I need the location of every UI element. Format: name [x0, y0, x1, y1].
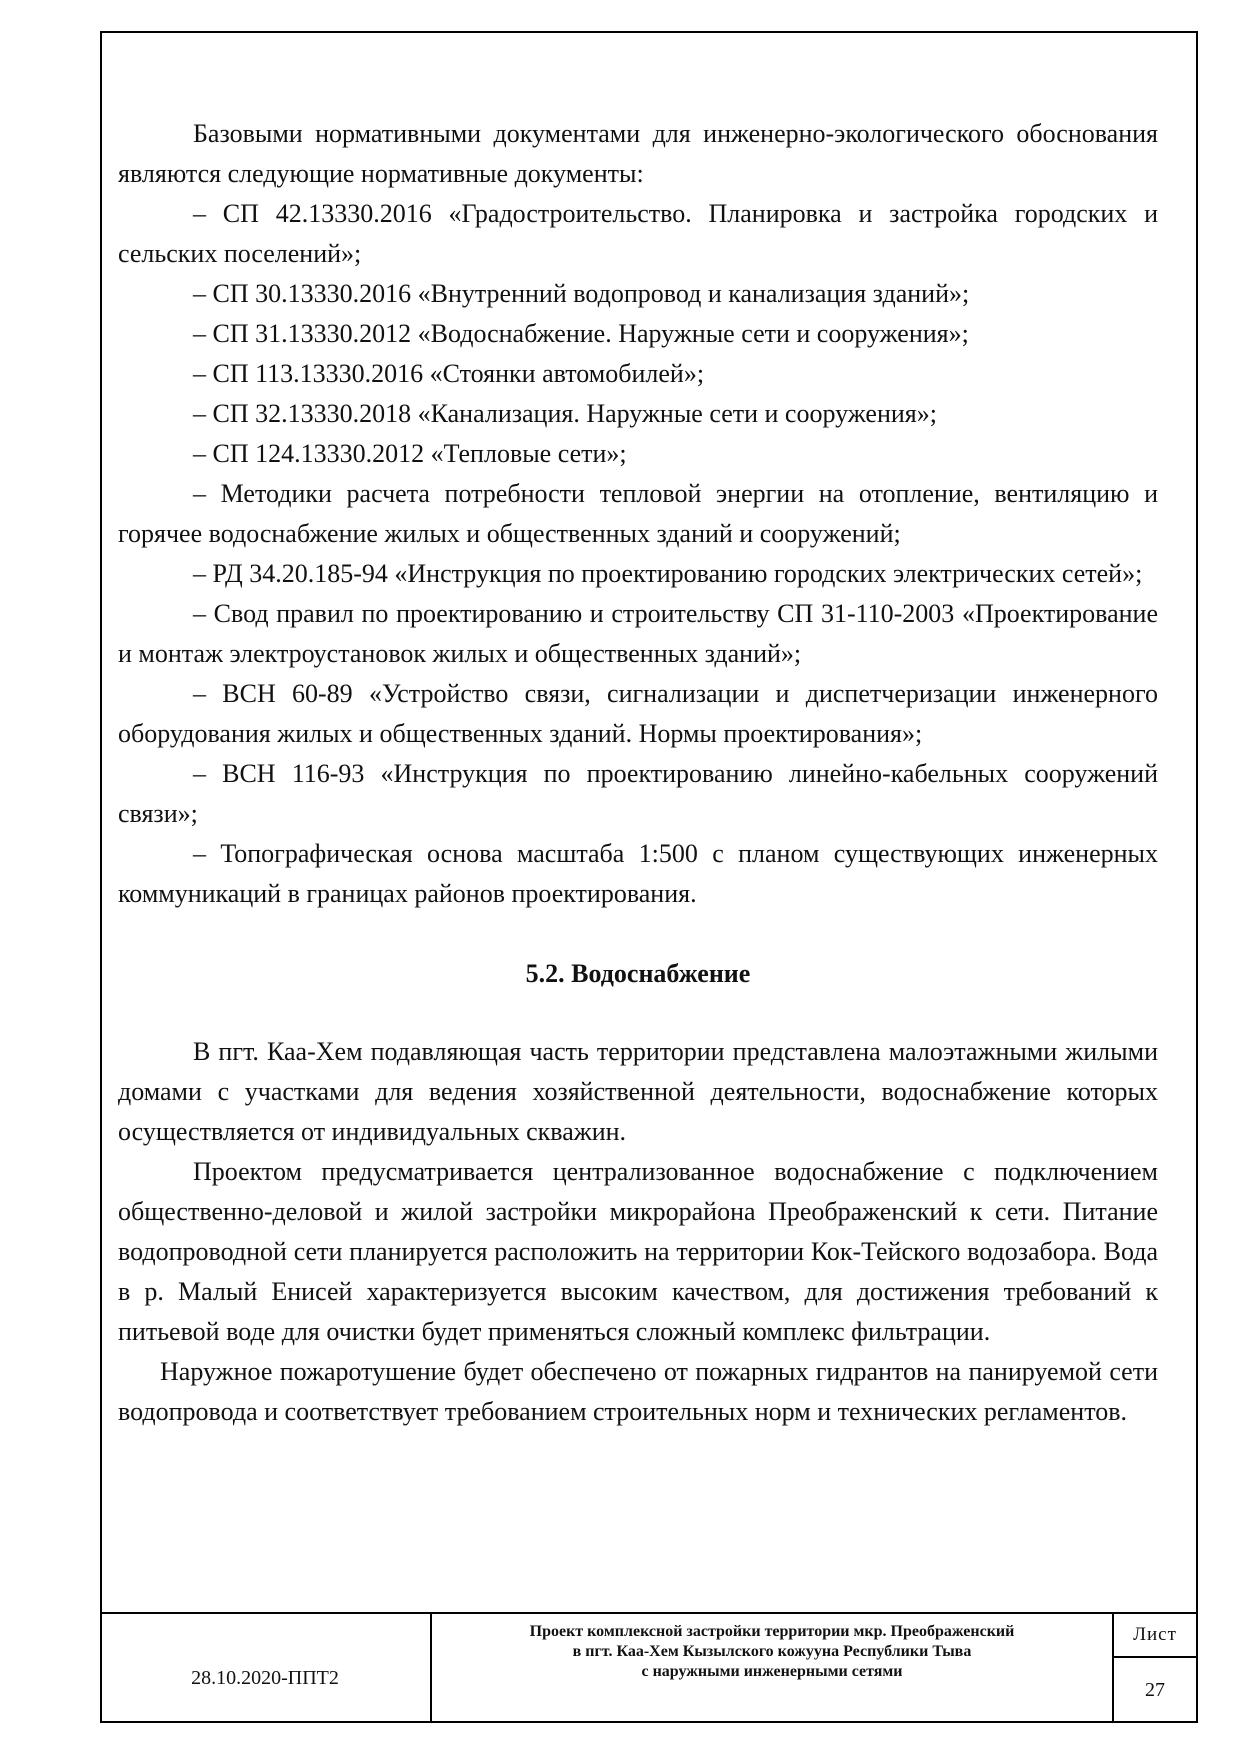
- list-item: – СП 30.13330.2016 «Внутренний водопровод и канализация зданий»;: [193, 279, 970, 308]
- paragraph: Наружное пожаротушение будет обеспечено от пожарных гидрантов на панируемой сети водопровода и соответствует требованием строительных норм и технических регламентов.: [118, 1357, 1158, 1426]
- project-title-line: с наружными инженерными сетями: [641, 1663, 903, 1680]
- intro-section: [118, 114, 1158, 914]
- section-heading: 5.2. Водоснабжение: [525, 959, 751, 988]
- list-item: – ВСН 116-93 «Инструкция по проектированию линейно-кабельных сооружений связи»;: [118, 759, 1158, 828]
- title-block: [100, 1612, 1198, 1723]
- water-supply-section: [118, 1032, 1158, 1432]
- list-item: – Топографическая основа масштаба 1:500 с планом существующих инженерных коммуникаций в границах районов проектирования.: [118, 839, 1158, 908]
- paragraph: В пгт. Каа-Хем подавляющая часть территории представлена малоэтажными жилыми домами с участками для ведения хозяйственной деятельности, водоснабжение которых осуществляется от индивидуальных скважин.: [118, 1037, 1158, 1146]
- list-item: – ВСН 60-89 «Устройство связи, сигнализации и диспетчеризации инженерного оборудования жилых и общественных зданий. Нормы проектирования»;: [118, 679, 1158, 748]
- list-item: – Свод правил по проектированию и строительству СП 31-110-2003 «Проектирование и монтаж электроустановок жилых и общественных зданий»;: [118, 599, 1158, 668]
- list-item: – СП 113.13330.2016 «Стоянки автомобилей»;: [193, 359, 705, 388]
- list-item: – СП 124.13330.2012 «Тепловые сети»;: [193, 439, 627, 468]
- project-title-line: в пгт. Каа-Хем Кызылского кожууна Республики Тыва: [572, 1643, 972, 1660]
- list-item: – Методики расчета потребности тепловой энергии на отопление, вентиляцию и горячее водоснабжение жилых и общественных зданий и сооружений;: [118, 479, 1158, 548]
- list-item: – СП 31.13330.2012 «Водоснабжение. Наружные сети и сооружения»;: [193, 319, 969, 348]
- document-code: 28.10.2020-ППТ2: [100, 1614, 432, 1723]
- sheet-number: 27: [1145, 1679, 1165, 1701]
- document-body: [118, 114, 1158, 1432]
- project-title-line: Проект комплексной застройки территории мкр. Преображенский: [529, 1623, 1015, 1640]
- sheet-label: Лист: [1114, 1614, 1196, 1658]
- list-item: – СП 42.13330.2016 «Градостроительство. Планировка и застройка городских и сельских поселений»;: [118, 199, 1158, 268]
- paragraph: Базовыми нормативными документами для инженерно-экологического обоснования являются следующие нормативные документы:: [118, 119, 1158, 188]
- list-item: – РД 34.20.185-94 «Инструкция по проектированию городских электрических сетей»;: [193, 559, 1143, 588]
- list-item: – СП 32.13330.2018 «Канализация. Наружные сети и сооружения»;: [193, 399, 937, 428]
- project-title: [432, 1614, 1114, 1723]
- paragraph: Проектом предусматривается централизованное водоснабжение с подключением общественно-деловой и жилой застройки микрорайона Преображенский к сети. Питание водопроводной сети планируется расположить на территории Кок-Тейского водозабора. Вода в р. Малый Енисей характеризуется высоким качеством, для достижения требований к питьевой воде для очистки будет применяться сложный комплекс фильтрации.: [118, 1157, 1158, 1346]
- sheet-cell: [1114, 1614, 1196, 1723]
